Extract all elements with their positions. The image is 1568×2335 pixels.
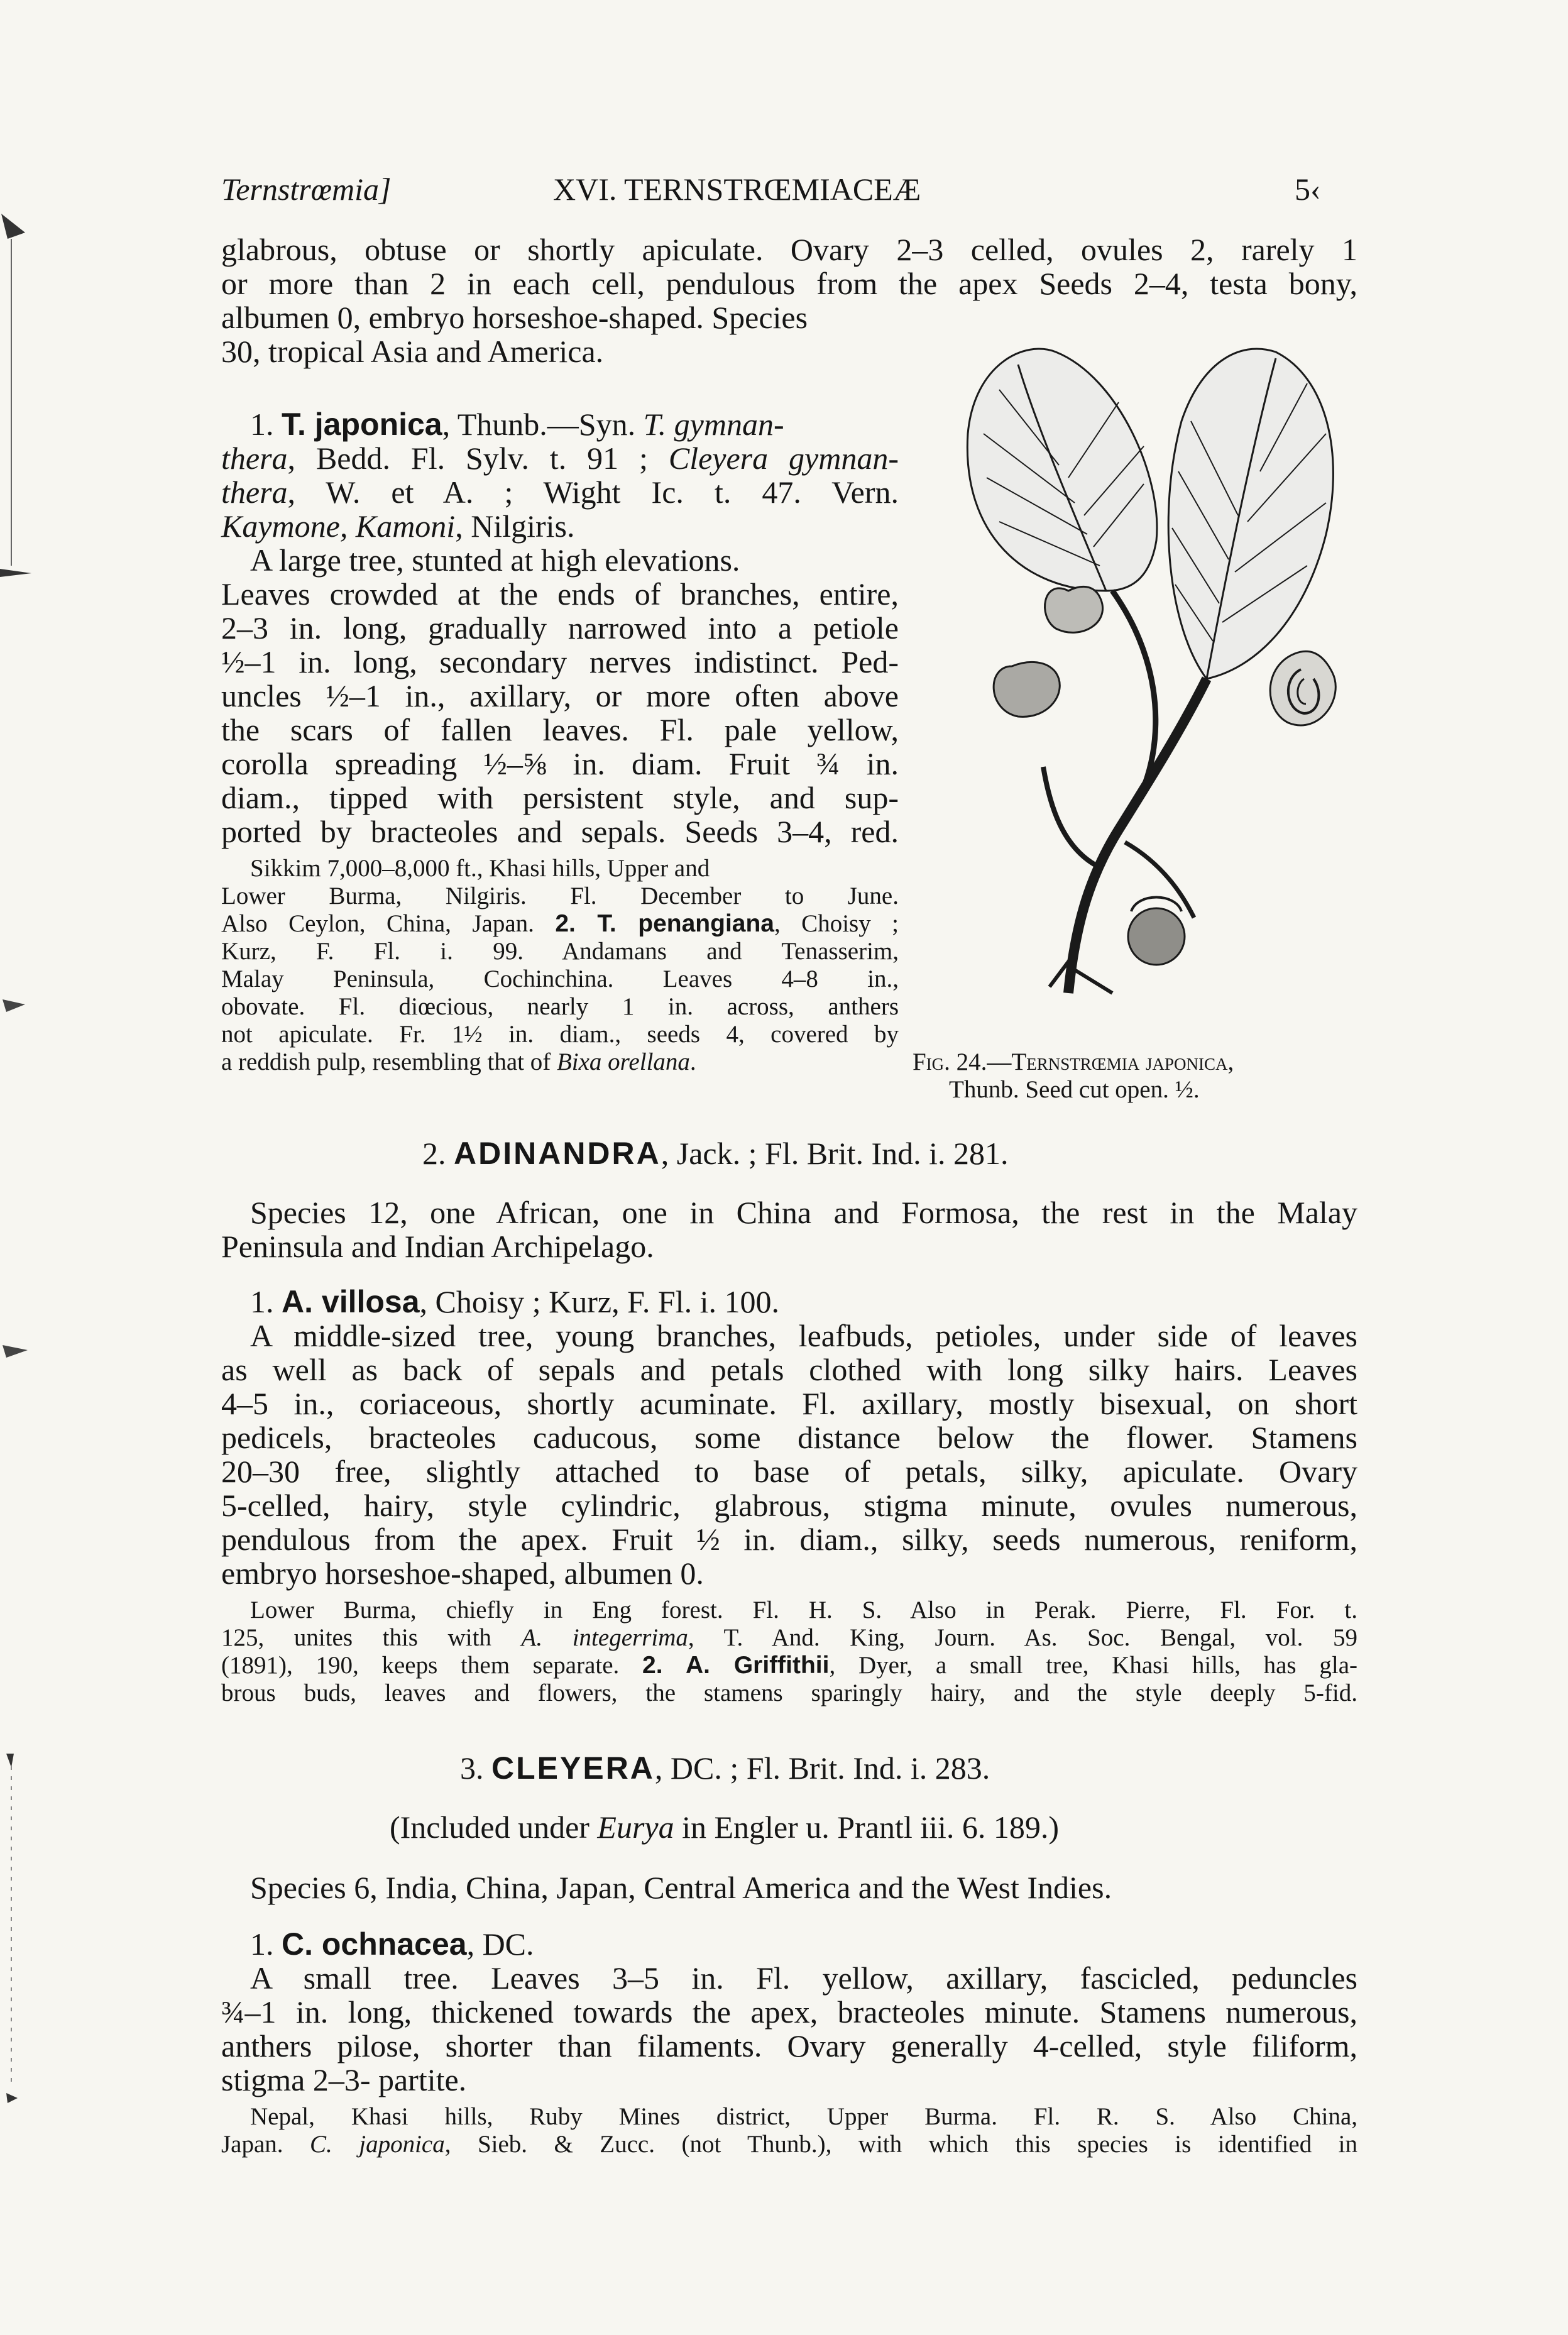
description-line: corolla spreading ½–⅝ in. diam. Fruit ¾ in. xyxy=(221,746,899,781)
description-line: uncles ½–1 in., axillary, or more often above xyxy=(221,678,899,713)
leaf-left xyxy=(967,349,1157,591)
note-line: (1891), 190, keeps them separate. 2. A. Griffithii, Dyer, a small tree, Khasi hills, has gla- xyxy=(221,1652,1357,1679)
description-line: ported by bracteoles and sepals. Seeds 3–4, red. xyxy=(221,814,899,849)
description-line: A middle-sized tree, young branches, leafbuds, petioles, under side of leaves xyxy=(250,1318,1357,1353)
synonym-line: thera, Bedd. Fl. Sylv. t. 91 ; Cleyera gymnan- xyxy=(221,441,899,476)
species-heading: 1. T. japonica, Thunb.—Syn. T. gymnan- xyxy=(250,407,784,442)
description-line: embryo horseshoe-shaped, albumen 0. xyxy=(221,1556,704,1591)
species-info: Species 12, one African, one in China and Formosa, the rest in the Malay xyxy=(250,1195,1357,1230)
description-line: diam., tipped with persistent style, and sup- xyxy=(221,780,899,815)
description-line: ½–1 in. long, secondary nerves indistinct. Ped- xyxy=(221,644,899,679)
description-line: the scars of fallen leaves. Fl. pale yellow, xyxy=(221,712,899,747)
genus-heading: 3. CLEYERA, DC. ; Fl. Brit. Ind. i. 283. xyxy=(460,1750,990,1786)
description-line: as well as back of sepals and petals clothed with long silky hairs. Leaves xyxy=(221,1352,1357,1387)
figure-caption: Fig. 24.—Ternstrœmia japonica, xyxy=(913,1048,1234,1075)
description-line: A small tree. Leaves 3–5 in. Fl. yellow, axillary, fascicled, peduncles xyxy=(250,1960,1357,1996)
description-line: 20–30 free, slightly attached to base of petals, silky, apiculate. Ovary xyxy=(221,1454,1357,1489)
species-heading: 1. C. ochnacea, DC. xyxy=(250,1926,534,1962)
species-name: 2. A. Griffithii xyxy=(642,1652,830,1679)
note-line: 125, unites this with A. integerrima, T. And. King, Journ. As. Soc. Bengal, vol. 59 xyxy=(221,1624,1357,1651)
species-name: 2. T. penangiana xyxy=(555,910,774,937)
description-line: ¾–1 in. long, thickened towards the apex, bracteoles minute. Stamens numerous, xyxy=(221,1994,1357,2030)
genus-name: CLEYERA xyxy=(491,1750,655,1786)
description-line: A large tree, stunted at high elevations. xyxy=(250,542,740,578)
intro-line: glabrous, obtuse or shortly apiculate. Ovary 2–3 celled, ovules 2, rarely 1 xyxy=(221,232,1357,267)
note-line: Malay Peninsula, Cochinchina. Leaves 4–8 in., xyxy=(221,965,899,992)
figure-caption: Thunb. Seed cut open. ½. xyxy=(949,1076,1200,1103)
intro-line: or more than 2 in each cell, pendulous from the apex Seeds 2–4, testa bony, xyxy=(221,266,1357,301)
running-header-title: XVI. TERNSTRŒMIACEÆ xyxy=(553,172,921,207)
note-line: Lower Burma, chiefly in Eng forest. Fl. H. S. Also in Perak. Pierre, Fl. For. t. xyxy=(250,1596,1357,1624)
note-line: Japan. C. japonica, Sieb. & Zucc. (not Thunb.), with which this species is identified in xyxy=(221,2131,1357,2158)
note-line: Sikkim 7,000–8,000 ft., Khasi hills, Upper and xyxy=(250,855,710,882)
note-line: Kurz, F. Fl. i. 99. Andamans and Tenasserim, xyxy=(221,938,899,965)
description-line: 2–3 in. long, gradually narrowed into a petiole xyxy=(221,610,899,646)
note-line: a reddish pulp, resembling that of Bixa orellana. xyxy=(221,1048,696,1075)
species-info: Species 6, India, China, Japan, Central America and the West Indies. xyxy=(250,1870,1112,1905)
note-line: Lower Burma, Nilgiris. Fl. December to June. xyxy=(221,882,899,909)
species-info: Peninsula and Indian Archipelago. xyxy=(221,1229,654,1264)
description-line: pedicels, bracteoles caducous, some distance below the flower. Stamens xyxy=(221,1420,1357,1455)
flower-bud-upper xyxy=(1045,586,1103,632)
description-line: 4–5 in., coriaceous, shortly acuminate. Fl. axillary, mostly bisexual, on short xyxy=(221,1386,1357,1421)
intro-line: 30, tropical Asia and America. xyxy=(221,334,604,369)
species-heading: 1. A. villosa, Choisy ; Kurz, F. Fl. i. 100. xyxy=(250,1284,779,1319)
botanical-figure-illustration xyxy=(911,327,1383,1050)
note-line: Nepal, Khasi hills, Ruby Mines district, Upper Burma. Fl. R. S. Also China, xyxy=(250,2103,1357,2130)
note-line: brous buds, leaves and flowers, the stamens sparingly hairy, and the style deeply 5-fid. xyxy=(221,1679,1357,1706)
note-line: obovate. Fl. diœcious, nearly 1 in. across, anthers xyxy=(221,993,899,1020)
synonym-line: thera, W. et A. ; Wight Ic. t. 47. Vern. xyxy=(221,475,899,510)
description-line: 5-celled, hairy, style cylindric, glabrous, stigma minute, ovules numerous, xyxy=(221,1488,1357,1523)
vernacular-line: Kaymone, Kamoni, Nilgiris. xyxy=(221,508,575,544)
description-line: Leaves crowded at the ends of branches, entire, xyxy=(221,576,899,612)
margin-scan-marks xyxy=(0,0,38,2335)
note-line: Also Ceylon, China, Japan. 2. T. penangiana, Choisy ; xyxy=(221,910,899,937)
genus-note: (Included under Eurya in Engler u. Prantl iii. 6. 189.) xyxy=(390,1810,1060,1845)
leaf-right xyxy=(1168,349,1333,679)
description-line: stigma 2–3- partite. xyxy=(221,2062,467,2097)
genus-heading: 2. ADINANDRA, Jack. ; Fl. Brit. Ind. i. 281. xyxy=(422,1136,1009,1171)
description-line: anthers pilose, shorter than filaments. Ovary generally 4-celled, style filiform, xyxy=(221,2028,1357,2063)
genus-name: ADINANDRA xyxy=(454,1136,661,1171)
flower-bud-lower xyxy=(994,662,1060,717)
note-line: not apiculate. Fr. 1½ in. diam., seeds 4, covered by xyxy=(221,1021,899,1048)
species-name: C. ochnacea xyxy=(282,1926,467,1962)
fruit xyxy=(1128,908,1185,965)
species-name: A. villosa xyxy=(282,1284,420,1319)
species-name: T. japonica xyxy=(282,407,442,442)
intro-line: albumen 0, embryo horseshoe-shaped. Species xyxy=(221,300,808,335)
running-header-left: Ternstrœmia] xyxy=(221,172,392,207)
page-number: 5‹ xyxy=(1295,172,1321,207)
description-line: pendulous from the apex. Fruit ½ in. diam., silky, seeds numerous, reniform, xyxy=(221,1522,1357,1557)
